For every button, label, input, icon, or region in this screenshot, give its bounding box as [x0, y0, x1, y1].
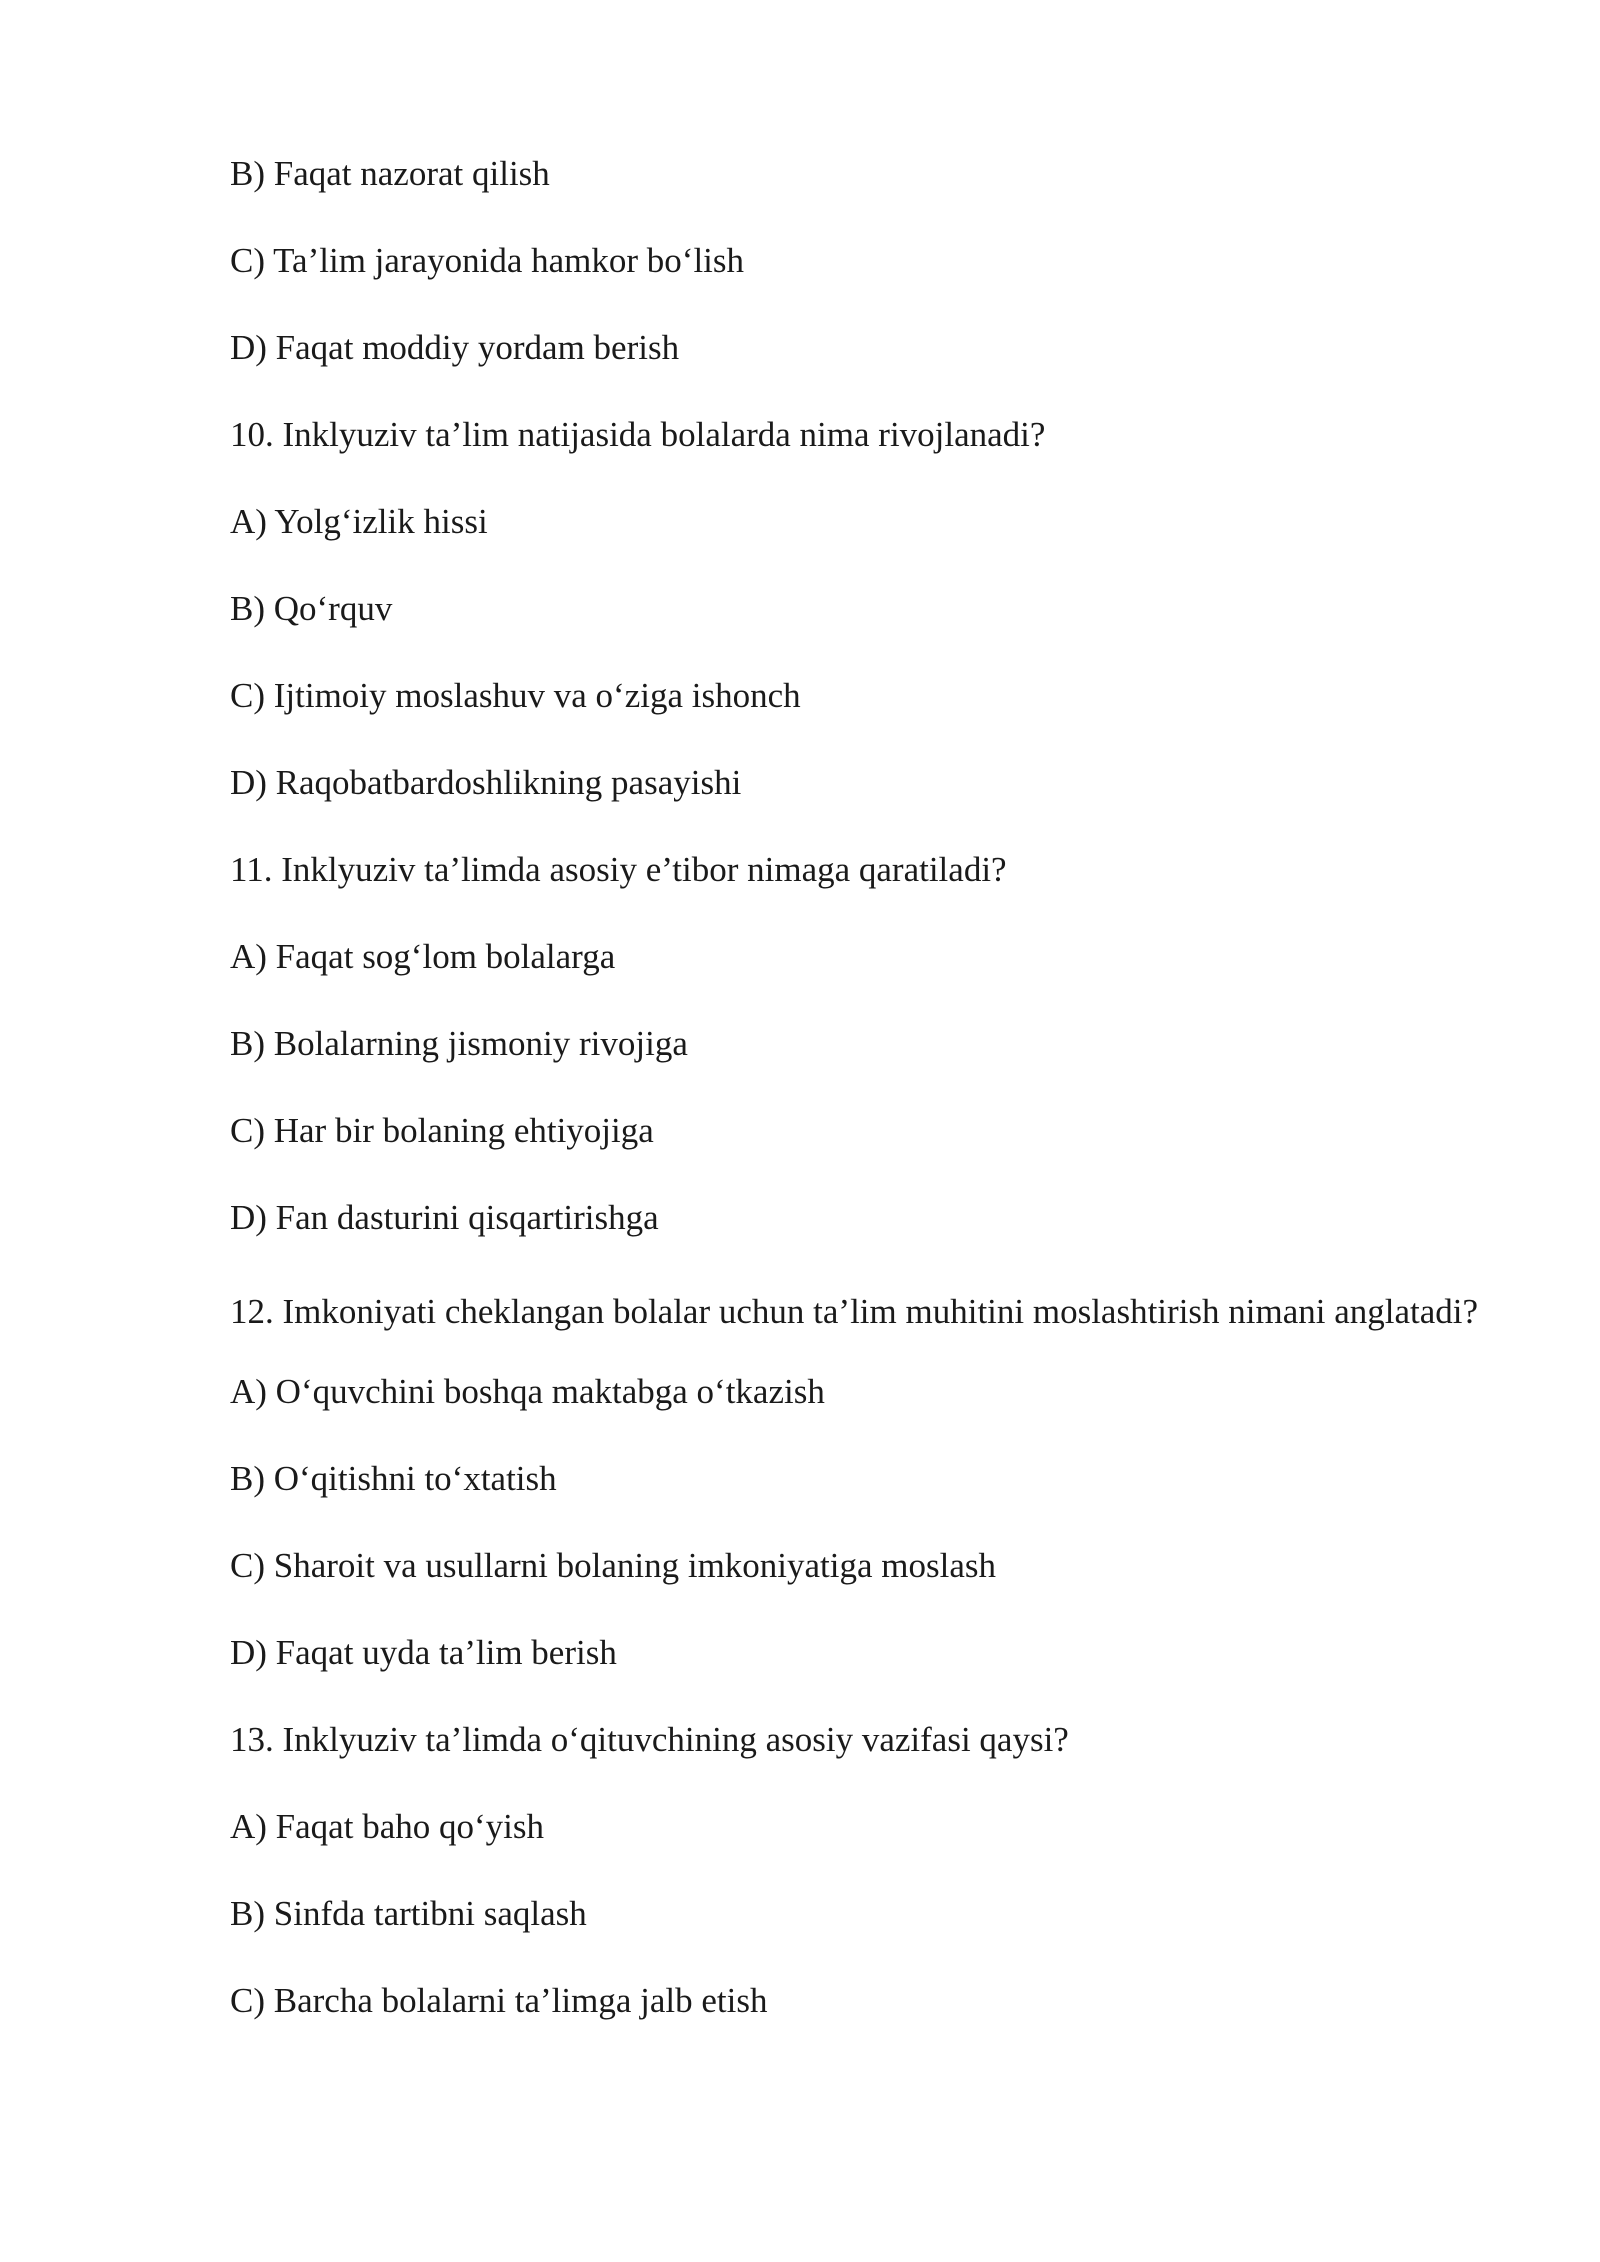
answer-option: B) Qo‘rquv	[230, 589, 393, 628]
answer-option: B) Bolalarning jismoniy rivojiga	[230, 1024, 688, 1063]
question-block-11	[230, 844, 1495, 1244]
answer-option: D) Fan dasturini qisqartirishga	[230, 1198, 659, 1237]
answer-option: C) Barcha bolalarni ta’limga jalb etish	[230, 1981, 768, 2020]
answer-option: A) Yolg‘izlik hissi	[230, 502, 488, 541]
answer-option: D) Raqobatbardoshlikning pasayishi	[230, 763, 742, 802]
question-block-13	[230, 1714, 1495, 2027]
answer-option: B) Faqat nazorat qilish	[230, 154, 550, 193]
answer-option: C) Har bir bolaning ehtiyojiga	[230, 1111, 654, 1150]
answer-option: A) O‘quvchini boshqa maktabga o‘tkazish	[230, 1372, 825, 1411]
document-page	[230, 148, 1495, 2062]
question-block-12	[230, 1279, 1495, 1679]
question-text: 10. Inklyuziv ta’lim natijasida bolalarda nima rivojlanadi?	[230, 415, 1046, 454]
prev-question-options	[230, 148, 1495, 374]
question-text: 11. Inklyuziv ta’limda asosiy e’tibor nimaga qaratiladi?	[230, 850, 1007, 889]
answer-option: C) Sharoit va usullarni bolaning imkoniyatiga moslash	[230, 1546, 997, 1585]
question-block-10	[230, 409, 1495, 809]
answer-option: C) Ijtimoiy moslashuv va o‘ziga ishonch	[230, 676, 801, 715]
answer-option: B) Sinfda tartibni saqlash	[230, 1894, 587, 1933]
answer-option: A) Faqat sog‘lom bolalarga	[230, 937, 616, 976]
answer-option: C) Ta’lim jarayonida hamkor bo‘lish	[230, 241, 745, 280]
answer-option: D) Faqat uyda ta’lim berish	[230, 1633, 617, 1672]
answer-option: A) Faqat baho qo‘yish	[230, 1807, 544, 1846]
answer-option: B) O‘qitishni to‘xtatish	[230, 1459, 557, 1498]
question-text: 12. Imkoniyati cheklangan bolalar uchun ta’lim muhitini moslashtirish nimani anglatadi?	[230, 1292, 1479, 1331]
answer-option: D) Faqat moddiy yordam berish	[230, 328, 680, 367]
question-text: 13. Inklyuziv ta’limda o‘qituvchining asosiy vazifasi qaysi?	[230, 1720, 1069, 1759]
